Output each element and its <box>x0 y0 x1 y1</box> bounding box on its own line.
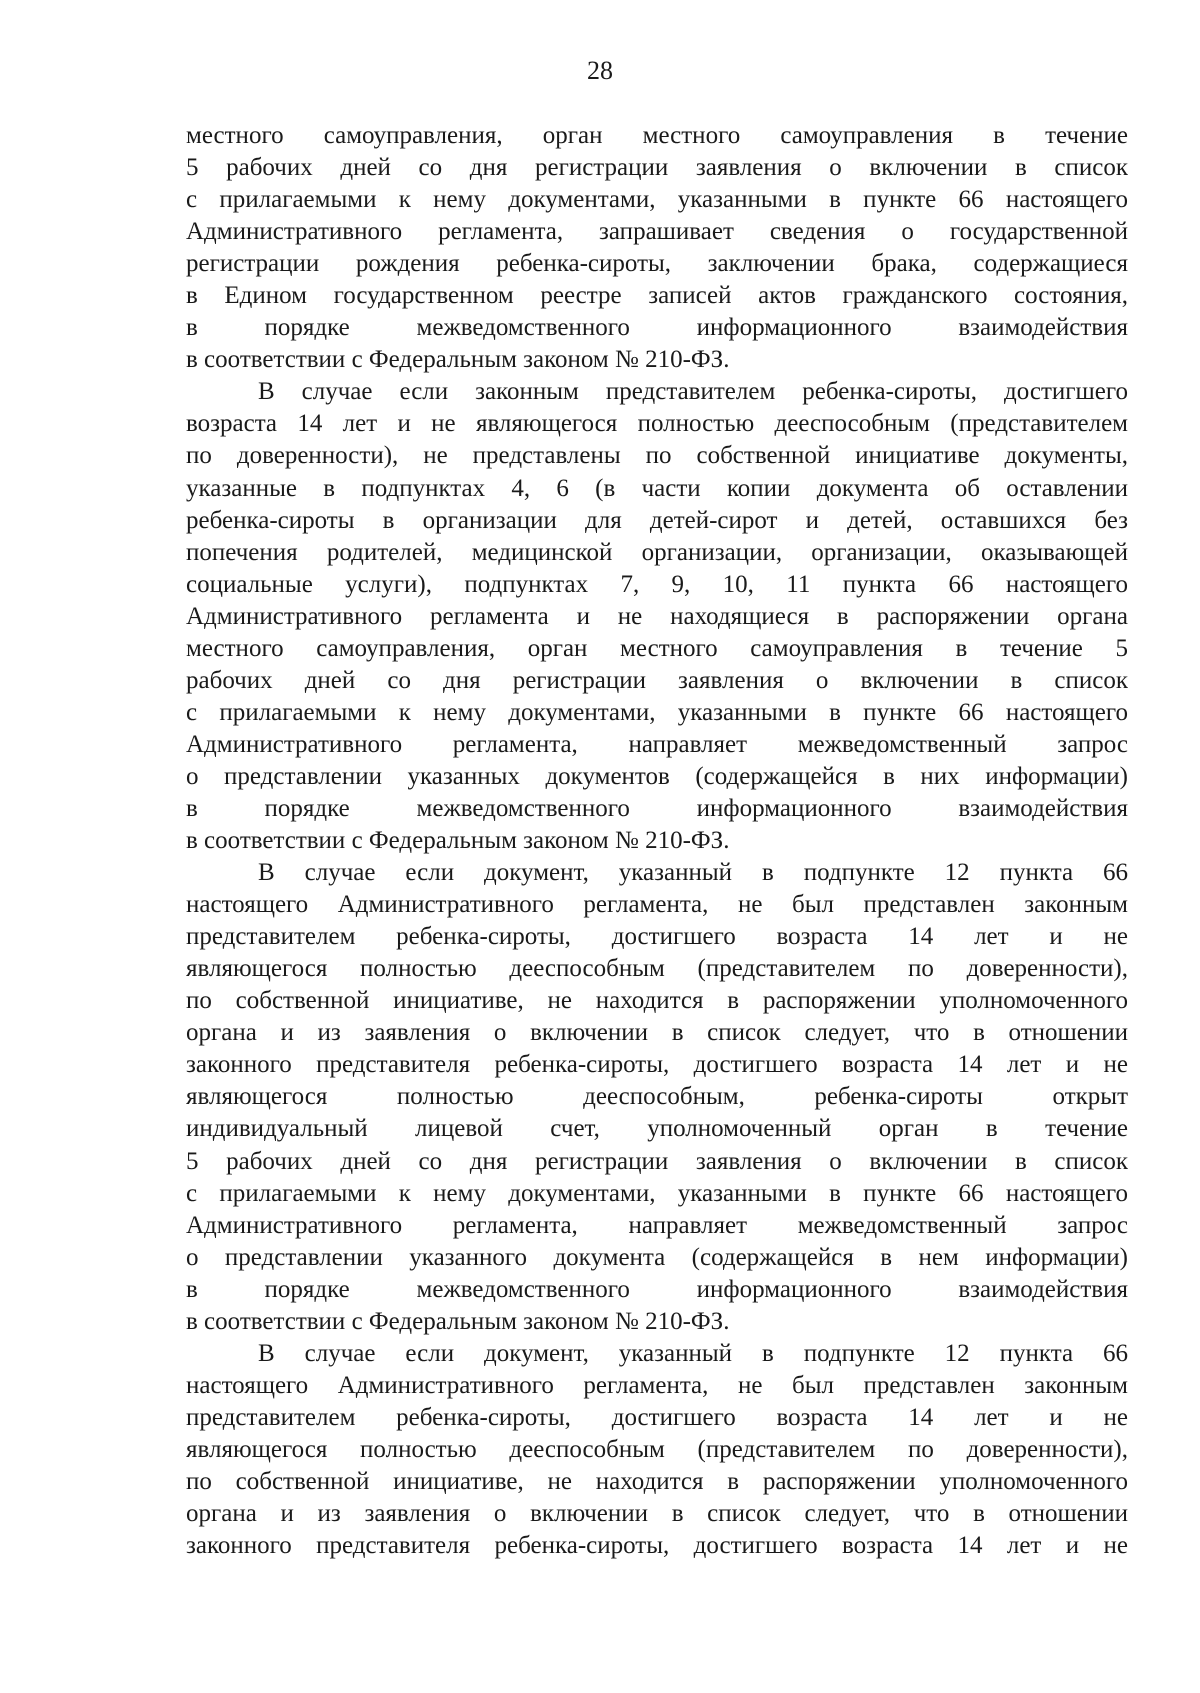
text-line: законного представителя ребенка-сироты, достигшего возраста 14 лет и не <box>186 1051 1128 1079</box>
text-line: местного самоуправления, орган местного самоуправления в течение 5 <box>186 634 1128 662</box>
text-line: в Едином государственном реестре записей актов гражданского состояния, <box>186 282 1128 310</box>
text-line: настоящего Административного регламента, не был представлен законным <box>186 891 1128 919</box>
text-line: Административного регламента, запрашивает сведения о государственной <box>186 218 1128 246</box>
text-line: В случае если законным представителем ребенка-сироты, достигшего <box>258 378 1128 406</box>
text-line: представителем ребенка-сироты, достигшего возраста 14 лет и не <box>186 923 1128 951</box>
text-line: органа и из заявления о включении в список следует, что в отношении <box>186 1019 1128 1047</box>
text-line: представителем ребенка-сироты, достигшего возраста 14 лет и не <box>186 1403 1128 1431</box>
text-line: рабочих дней со дня регистрации заявления о включении в список <box>186 666 1128 694</box>
text-line: о представлении указанного документа (содержащейся в нем информации) <box>186 1243 1128 1271</box>
text-line: местного самоуправления, орган местного самоуправления в течение <box>186 122 1128 149</box>
text-line: регистрации рождения ребенка-сироты, заключении брака, содержащиеся <box>186 250 1128 278</box>
text-line: с прилагаемыми к нему документами, указанными в пункте 66 настоящего <box>186 698 1128 726</box>
text-line: с прилагаемыми к нему документами, указанными в пункте 66 настоящего <box>186 186 1128 214</box>
text-line: в соответствии с Федеральным законом № 210-ФЗ. <box>186 827 730 855</box>
text-line: Административного регламента, направляет межведомственный запрос <box>186 730 1128 758</box>
text-line: настоящего Административного регламента, не был представлен законным <box>186 1371 1128 1399</box>
text-line: являющегося полностью дееспособным (представителем по доверенности), <box>186 955 1128 983</box>
text-line: 5 рабочих дней со дня регистрации заявления о включении в список <box>186 154 1128 182</box>
text-line: по собственной инициативе, не находится в распоряжении уполномоченного <box>186 1467 1128 1495</box>
text-line: о представлении указанных документов (содержащейся в них информации) <box>186 762 1128 790</box>
text-line: социальные услуги), подпунктах 7, 9, 10, 11 пункта 66 настоящего <box>186 570 1128 598</box>
text-line: в соответствии с Федеральным законом № 210-ФЗ. <box>186 1307 730 1335</box>
text-line: по собственной инициативе, не находится в распоряжении уполномоченного <box>186 987 1128 1015</box>
text-line: законного представителя ребенка-сироты, достигшего возраста 14 лет и не <box>186 1532 1128 1560</box>
text-line: в соответствии с Федеральным законом № 210-ФЗ. <box>186 346 730 374</box>
document-body <box>186 120 1128 1562</box>
text-line: по доверенности), не представлены по собственной инициативе документы, <box>186 442 1128 470</box>
text-line: В случае если документ, указанный в подпункте 12 пункта 66 <box>258 859 1128 887</box>
text-line: Административного регламента, направляет межведомственный запрос <box>186 1211 1128 1239</box>
text-line: 5 рабочих дней со дня регистрации заявления о включении в список <box>186 1147 1128 1175</box>
paragraph <box>186 1338 1128 1562</box>
text-line: Административного регламента и не находящиеся в распоряжении органа <box>186 602 1128 630</box>
text-line: попечения родителей, медицинской организации, организации, оказывающей <box>186 538 1128 566</box>
text-line: возраста 14 лет и не являющегося полностью дееспособным (представителем <box>186 410 1128 438</box>
text-line: органа и из заявления о включении в список следует, что в отношении <box>186 1500 1128 1528</box>
text-line: являющегося полностью дееспособным, ребенка-сироты открыт <box>186 1083 1128 1111</box>
text-line: с прилагаемыми к нему документами, указанными в пункте 66 настоящего <box>186 1179 1128 1207</box>
text-line: указанные в подпунктах 4, 6 (в части копии документа об оставлении <box>186 474 1128 502</box>
paragraph <box>186 120 1128 376</box>
text-line: В случае если документ, указанный в подпункте 12 пункта 66 <box>258 1339 1128 1367</box>
paragraph <box>186 376 1128 857</box>
text-line: ребенка-сироты в организации для детей-сирот и детей, оставшихся без <box>186 506 1128 534</box>
page-number: 28 <box>587 56 613 85</box>
text-line: в порядке межведомственного информационного взаимодействия <box>186 314 1128 342</box>
text-line: индивидуальный лицевой счет, уполномоченный орган в течение <box>186 1115 1128 1143</box>
text-line: являющегося полностью дееспособным (представителем по доверенности), <box>186 1435 1128 1463</box>
paragraph <box>186 857 1128 1338</box>
text-line: в порядке межведомственного информационного взаимодействия <box>186 1275 1128 1303</box>
text-line: в порядке межведомственного информационного взаимодействия <box>186 794 1128 822</box>
